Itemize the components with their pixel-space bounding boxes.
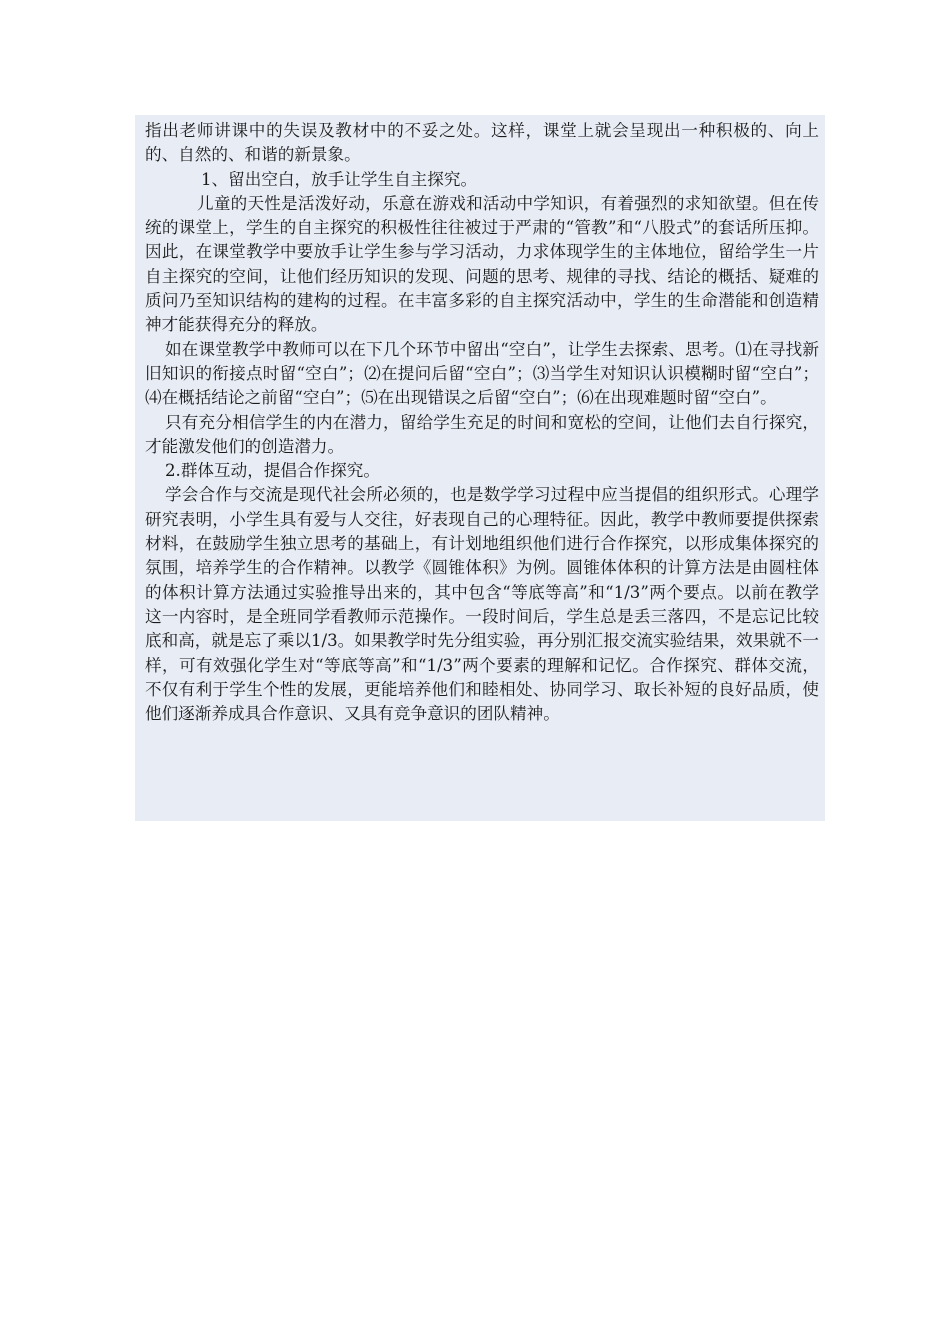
section-heading-group-interaction: 2.群体互动，提倡合作探究。 — [165, 461, 380, 481]
paragraph-cooperation: 学会合作与交流是现代社会所必须的，也是数学学习过程中应当提倡的组织形式。心理学研究表明，小学生具有爱与人交往，好表现自己的心理特征。因此，教学中教师要提供探索材料，在鼓励学生独立思考的基础上，有计划地组织他们进行合作探究，以形成集体探究的氛围，培养学生的合作精神。以教学《圆锥体积》为例。圆锥体体积的计算方法是由圆柱体的体积计算方法通过实验推导出来的，其中包含“等底等高”和“1/3”两个要点。以前在教学这一内容时，是全班同学看教师示范操作。一段时间后，学生总是丢三落四，不是忘记比较底和高，就是忘了乘以1/3。如果教学时先分组实验，再分别汇报交流实验结果，效果就不一样，可有效强化学生对“等底等高”和“1/3”两个要素的理解和记忆。合作探究、群体交流，不仅有利于学生个性的发展，更能培养他们和睦相处、协同学习、取长补短的良好品质，使他们逐渐养成具合作意识、又具有竞争意识的团队精神。 — [145, 485, 819, 724]
paragraph-child-nature: 儿童的天性是活泼好动，乐意在游戏和活动中学知识，有着强烈的求知欲望。但在传统的课堂上，学生的自主探究的积极性往往被过于严肃的“管教”和“八股式”的套话所压抑。因此，在课堂教学中要放手让学生参与学习活动，力求体现学生的主体地位，留给学生一片自主探究的空间，让他们经历知识的发现、问题的思考、规律的寻找、结论的概括、疑难的质问乃至知识结构的建构的过程。在丰富多彩的自主探究活动中，学生的生命潜能和创造精神才能获得充分的释放。 — [145, 193, 819, 335]
section-heading-leave-blank: 1、留出空白，放手让学生自主探究。 — [201, 169, 478, 189]
paragraph-leave-blank-examples: 如在课堂教学中教师可以在下几个环节中留出“空白”，让学生去探索、思考。⑴在寻找新旧知识的衔接点时留“空白”；⑵在提问后留“空白”；⑶当学生对知识认识模糊时留“空白”；⑷在概括结论之前留“空白”；⑸在出现错误之后留“空白”；⑹在出现难题时留“空白”。 — [145, 339, 819, 408]
document-text-block — [135, 115, 825, 821]
paragraph-continuation: 指出老师讲课中的失误及教材中的不妥之处。这样，课堂上就会呈现出一种积极的、向上的、自然的、和谐的新景象。 — [145, 121, 819, 165]
paragraph-trust-students: 只有充分相信学生的内在潜力，留给学生充足的时间和宽松的空间，让他们去自行探究，才能激发他们的创造潜力。 — [145, 412, 819, 456]
